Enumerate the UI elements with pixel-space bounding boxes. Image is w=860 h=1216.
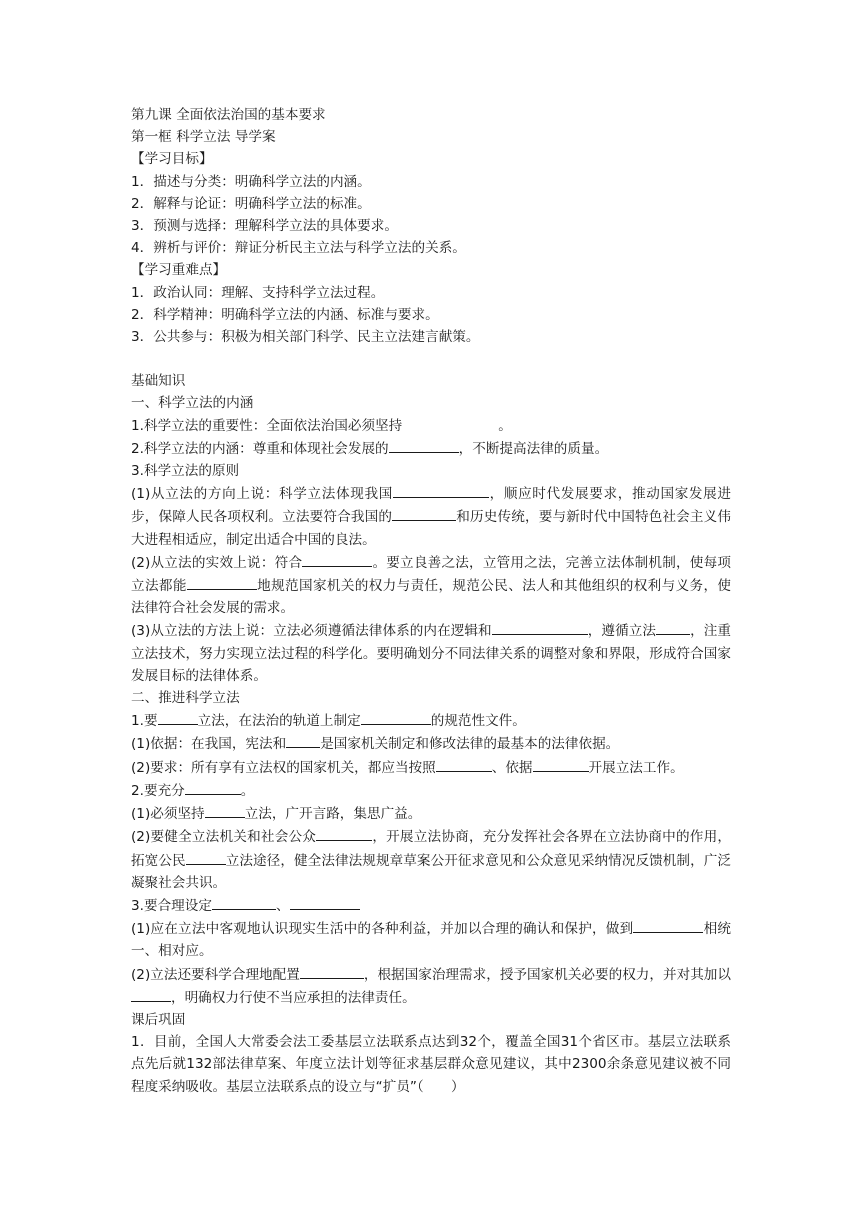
fill-blank[interactable] — [436, 756, 492, 772]
section-label: 基础知识 — [131, 373, 186, 390]
section-label: 课后巩固 — [131, 1011, 186, 1028]
key-item: 2．科学精神：明确科学立法的内涵、标准与要求。 — [131, 306, 439, 323]
goals-heading: 【学习目标】 — [131, 151, 213, 168]
principle-direction: (1)从立法的方向上说：科学立法体现我国 ，顺应时代发展要求，推动国家发展进步，保障人民各项权利。立法要符合我国的 和历史传统，要与新时代中国特色社会主义伟大进程相适应，制定出适合中国的良法。 — [131, 482, 731, 551]
question-1: 1．目前，全国人大常委会法工委基层立法联系点达到32个，覆盖全国31个省区市。基层立法联系点先后就132部法律草案、年度立法计划等征求基层群众意见建议，其中2300余条意见建议被不同程度采纳吸收。基层立法联系点的设立与“扩员”（ ） — [131, 1034, 731, 1095]
item-requirement: (2)要求：所有享有立法权的国家机关，都应当按照 、依据 开展立法工作。 — [131, 756, 731, 779]
fill-blank[interactable] — [205, 802, 245, 818]
fill-blank[interactable] — [302, 551, 372, 567]
principle-effect: (2)从立法的实效上说：符合 。要立良善之法，立管用之法，完善立法体制机制，使每项立法都能 地规范国家机关的权力与责任，规范公民、法人和其他组织的权利与义务，使法律符合社会发展的需求。 — [131, 551, 731, 620]
item-full: 2.要充分 。 — [131, 779, 731, 802]
item-adhere: (1)必须坚持 立法，广开言路，集思广益。 — [131, 802, 731, 825]
fill-blank[interactable] — [492, 619, 588, 635]
goal-item: 1．描述与分类：明确科学立法的内涵。 — [131, 173, 371, 190]
fill-blank[interactable] — [533, 756, 589, 772]
fill-blank[interactable] — [187, 574, 257, 590]
fill-blank[interactable] — [286, 732, 320, 748]
fill-blank[interactable] — [131, 986, 171, 1002]
spacer — [131, 348, 731, 370]
fill-blank[interactable] — [300, 963, 364, 979]
item-basis: (1)依据：在我国，宪法和 是国家机关制定和修改法律的最基本的法律依据。 — [131, 732, 731, 755]
goal-item: 4．辨析与评价：辩证分析民主立法与科学立法的关系。 — [131, 240, 466, 257]
item-configure: (2)立法还要科学合理地配置 ，根据国家治理需求，授予国家机关必要的权力，并对其加以，明确权力行使不当应承担的法律责任。 — [131, 963, 731, 1009]
section-heading: 一、科学立法的内涵 — [131, 395, 254, 412]
fill-blank[interactable] — [656, 619, 690, 635]
lesson-title: 第九课 全面依法治国的基本要求 — [131, 107, 326, 123]
lesson-subtitle: 第一框 科学立法 导学案 — [131, 129, 276, 146]
document-body — [131, 104, 731, 1098]
item-reasonable: 3.要合理设定 、 — [131, 894, 731, 917]
goal-item: 2．解释与论证：明确科学立法的标准。 — [131, 195, 371, 212]
item-interests: (1)应在立法中客观地认识现实生活中的各种利益，并加以合理的确认和保护，做到 相统一、相对应。 — [131, 917, 731, 962]
item-importance: 1.科学立法的重要性：全面依法治国必须坚持 。 — [131, 417, 512, 434]
fill-blank[interactable] — [290, 894, 360, 910]
goal-item: 3．预测与选择：理解科学立法的具体要求。 — [131, 218, 398, 235]
fill-blank[interactable] — [185, 779, 241, 795]
fill-blank[interactable] — [186, 849, 226, 865]
section-heading: 二、推进科学立法 — [131, 690, 240, 707]
fill-blank[interactable] — [393, 482, 489, 498]
fill-blank[interactable] — [212, 894, 276, 910]
item-connotation: 2.科学立法的内涵：尊重和体现社会发展的 ，不断提高法律的质量。 — [131, 437, 731, 460]
key-item: 1．政治认同：理解、支持科学立法过程。 — [131, 284, 385, 301]
item-improve: (2)要健全立法机关和社会公众 ，开展立法协商，充分发挥社会各界在立法协商中的作用，拓宽公民 立法途径，健全法律法规规章草案公开征求意见和公众意见采纳情况反馈机制，广泛凝聚社会共识。 — [131, 825, 731, 894]
item-principles: 3.科学立法的原则 — [131, 463, 240, 480]
item-law-based: 1.要 立法，在法治的轨道上制定 的规范性文件。 — [131, 709, 731, 732]
key-item: 3．公共参与：积极为相关部门科学、民主立法建言献策。 — [131, 329, 480, 346]
fill-blank[interactable] — [392, 505, 456, 521]
fill-blank[interactable] — [389, 437, 459, 453]
fill-blank[interactable] — [633, 917, 703, 933]
fill-blank[interactable] — [316, 825, 372, 841]
fill-blank[interactable] — [361, 709, 431, 725]
fill-blank[interactable] — [158, 709, 198, 725]
principle-method: (3)从立法的方法上说：立法必须遵循法律体系的内在逻辑和 ，遵循立法 ，注重立法技术，努力实现立法过程的科学化。要明确划分不同法律关系的调整对象和界限，形成符合国家发展目标的法律体系。 — [131, 619, 731, 687]
key-heading: 【学习重难点】 — [131, 262, 227, 279]
